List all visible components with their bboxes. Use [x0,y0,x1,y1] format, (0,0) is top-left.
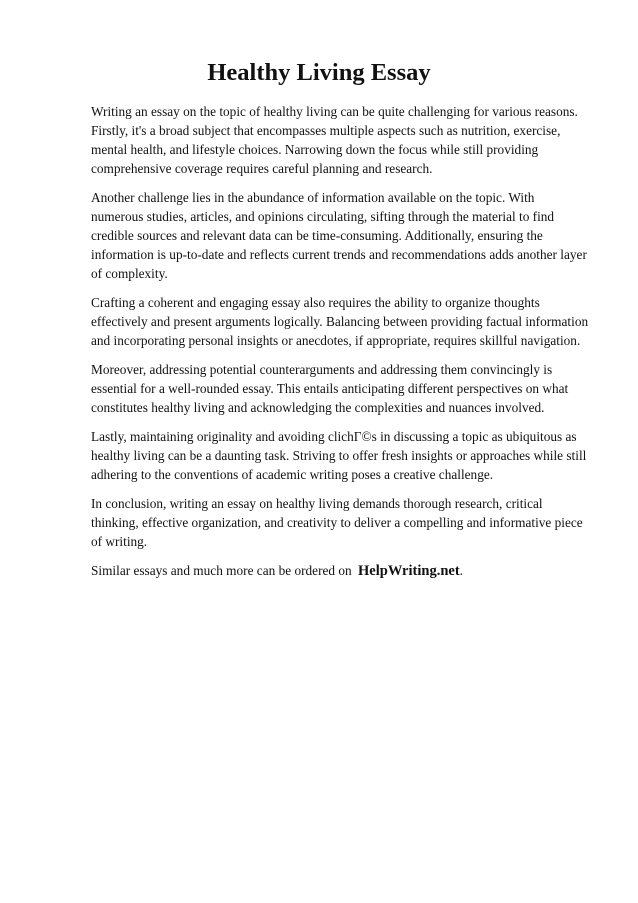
paragraph-6: In conclusion, writing an essay on healthy living demands thorough research, critical thinking, effective organization, and creativity to deliver a compelling and informative piece of writing. [91,496,583,550]
paragraph-1: Writing an essay on the topic of healthy living can be quite challenging for various reasons. Firstly, it's a broad subject that encompasses multiple aspects such as nutrition, exercise, mental health, and lifestyle choices. Narrowing down the focus while still providing comprehensive coverage requires careful planning and research. [91,104,578,177]
helpwriting-link[interactable]: HelpWriting.net [358,563,460,580]
paragraph-5: Lastly, maintaining originality and avoiding clichГ©s in discussing a topic as ubiquitous as healthy living can be a daunting task. Striving to offer fresh insights or approaches while still adhering to the conventions of academic writing poses a creative challenge. [91,429,587,483]
document-title: Healthy Living Essay [207,59,431,86]
order-line-suffix: . [459,563,463,579]
paragraph-4: Moreover, addressing potential counterarguments and addressing them convincingly is essential for a well-rounded essay. This entails anticipating different perspectives on what constitutes healthy living and acknowledging the complexities and nuances involved. [91,362,569,416]
order-line-prefix: Similar essays and much more can be ordered on [91,563,352,579]
paragraph-2: Another challenge lies in the abundance of information available on the topic. With numerous studies, articles, and opinions circulating, sifting through the material to find credible sources and relevant data can be time-consuming. Additionally, ensuring the information is up-to-date and reflects current trends and recommendations adds another layer of complexity. [91,190,587,282]
order-line [91,561,590,581]
paragraph-3: Crafting a coherent and engaging essay also requires the ability to organize thoughts effectively and present arguments logically. Balancing between providing factual information and incorporating personal insights or anecdotes, if appropriate, requires skillful navigation. [91,295,589,349]
